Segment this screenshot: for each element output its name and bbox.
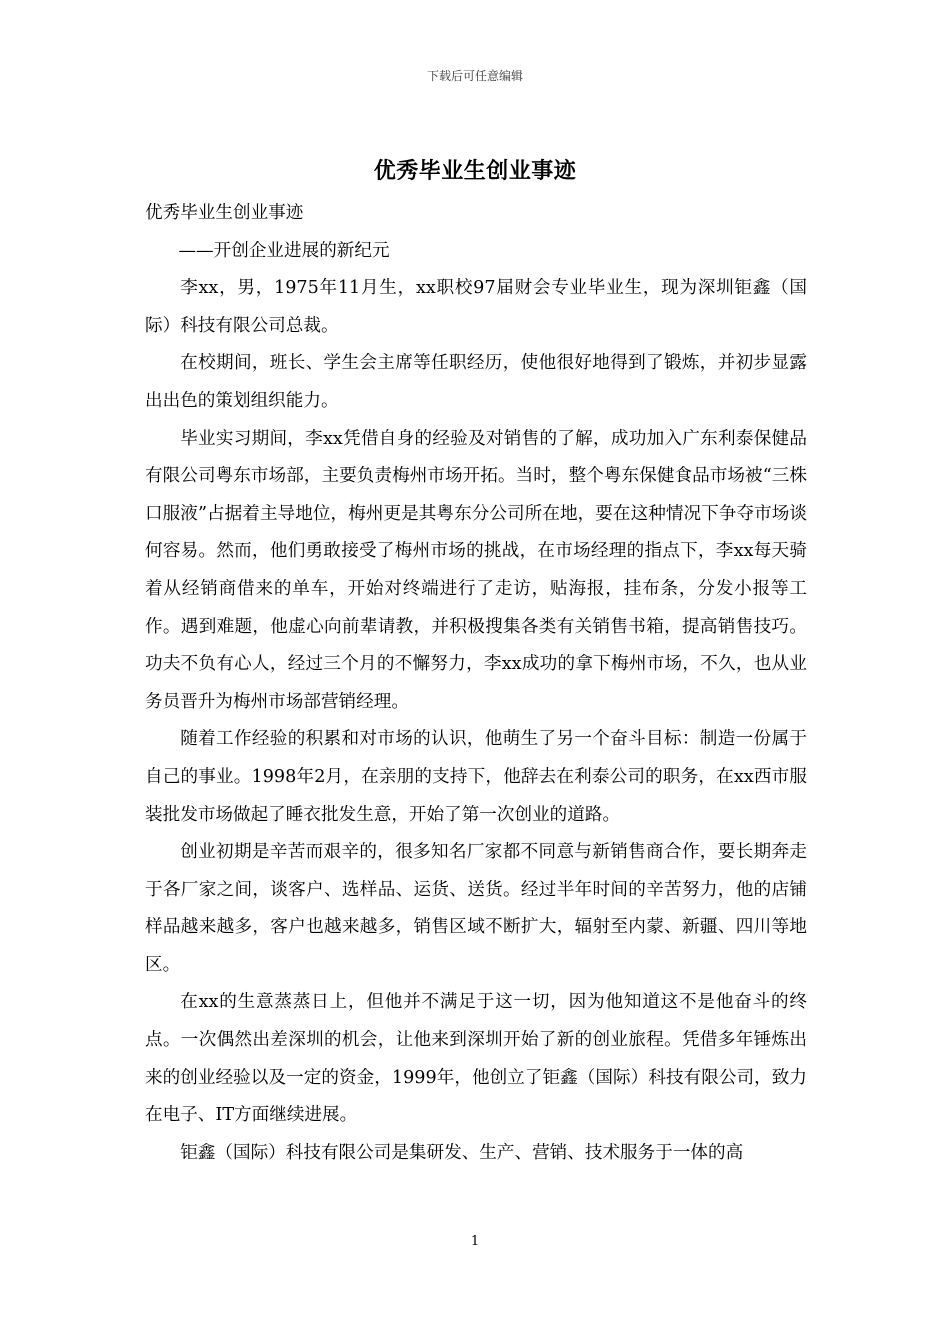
document-title: 优秀毕业生创业事迹: [373, 158, 577, 184]
section-heading: 优秀毕业生创业事迹: [145, 203, 304, 223]
paragraph-early-hardship: 创业初期是辛苦而艰辛的，很多知名厂家都不同意与新销售商合作，要长期奔走于各厂家之间，谈客户、选样品、运货、送货。经过半年时间的辛苦努力，他的店铺样品越来越多，客户也越来越多，销售区域不断扩大，辐射至内蒙、新疆、四川等地区。: [145, 842, 807, 975]
paragraph-shenzhen: 在xx的生意蒸蒸日上，但他并不满足于这一切，因为他知道这不是他奋斗的终点。一次偶然出差深圳的机会，让他来到深圳开始了新的创业旅程。凭借多年锤炼出来的创业经验以及一定的资金，1999年，他创立了钜鑫（国际）科技有限公司，致力在电子、IT方面继续进展。: [145, 992, 807, 1126]
section-subtitle: ——开创企业进展的新纪元: [178, 240, 390, 261]
page-number: 1: [470, 1234, 480, 1249]
document-body: [145, 195, 807, 1172]
paragraph-school: 在校期间，班长、学生会主席等任职经历，使他很好地得到了锻炼，并初步显露出出色的策划组织能力。: [145, 353, 807, 411]
paragraph-intro: 李xx，男，1975年11月生，xx职校97届财会专业毕业生，现为深圳钜鑫（国际）科技有限公司总裁。: [145, 278, 807, 336]
header-note: 下载后可任意编辑: [426, 69, 523, 83]
paragraph-company: 钜鑫（国际）科技有限公司是集研发、生产、营销、技术服务于一体的高: [180, 1142, 744, 1163]
paragraph-internship: 毕业实习期间，李xx凭借自身的经验及对销售的了解，成功加入广东利泰保健品有限公司粤东市场部，主要负责梅州市场开拓。当时，整个粤东保健食品市场被“三株口服液”占据着主导地位，梅州更是其粤东分公司所在地，要在这种情况下争夺市场谈何容易。然而，他们勇敢接受了梅州市场的挑战，在市场经理的指点下，李xx每天骑着从经销商借来的单车，开始对终端进行了走访，贴海报，挂布条，分发小报等工作。遇到难题，他虚心向前辈请教，并积极搜集各类有关销售书箱，提高销售技巧。功夫不负有心人，经过三个月的不懈努力，李xx成功的拿下梅州市场，不久，也从业务员晋升为梅州市场部营销经理。: [145, 428, 807, 712]
paragraph-first-venture: 随着工作经验的积累和对市场的认识，他萌生了另一个奋斗目标：制造一份属于自己的事业。1998年2月，在亲朋的支持下，他辞去在利泰公司的职务，在xx西市服装批发市场做起了睡衣批发生意，开始了第一次创业的道路。: [145, 729, 807, 825]
